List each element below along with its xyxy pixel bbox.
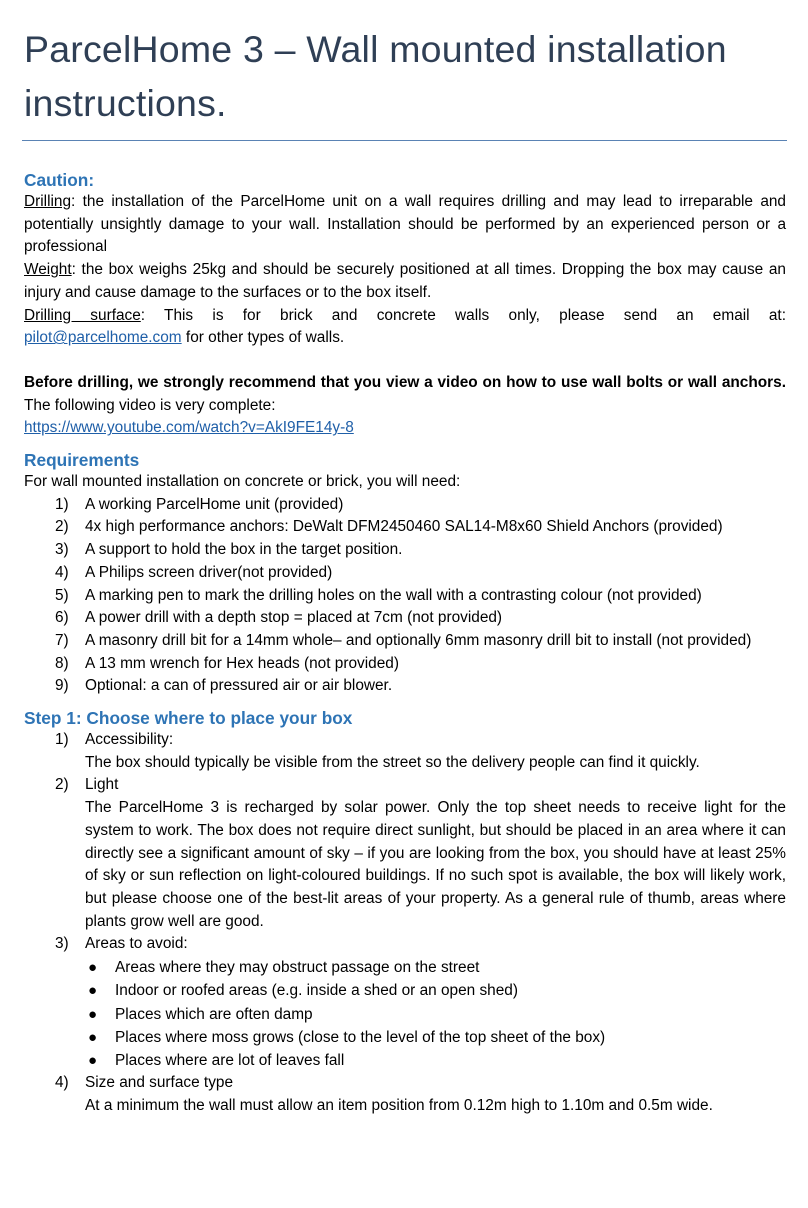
item-number: 5) <box>55 586 69 604</box>
bullet-text: Indoor or roofed areas (e.g. inside a shed or an open shed) <box>115 982 518 1000</box>
item-number: 1) <box>55 731 69 749</box>
bullet-text: Places where moss grows (close to the level of the top sheet of the box) <box>115 1028 606 1046</box>
item-body: At a minimum the wall must allow an item position from 0.12m high to 1.10m and 0.5m wide. <box>85 1096 713 1114</box>
list-item <box>24 774 786 933</box>
email-link[interactable]: pilot@parcelhome.com <box>24 329 182 347</box>
bullet-icon: ● <box>88 982 98 1000</box>
item-title: Size and surface type <box>85 1074 234 1092</box>
step1-heading: Step 1: Choose where to place your box <box>24 708 353 729</box>
list-item <box>24 675 786 698</box>
requirements-heading: Requirements <box>24 450 140 471</box>
caution-heading: Caution: <box>24 170 95 190</box>
video-link[interactable]: https://www.youtube.com/watch?v=AkI9FE14y-8 <box>24 419 354 437</box>
drilling-text: : the installation of the ParcelHome unit on a wall requires drilling and may lead to irreparable and potentially unsightly damage to your wall. Installation should be performed by an experienced person or a professional <box>24 193 786 256</box>
bullet-icon: ● <box>88 1028 98 1046</box>
bullet-item <box>85 1026 786 1049</box>
weight-text: : the box weighs 25kg and should be securely positioned at all times. Dropping the box may cause an injury and cause damage to the surfaces or to the box itself. <box>24 261 786 301</box>
item-text: A 13 mm wrench for Hex heads (not provided) <box>85 654 399 672</box>
bullet-item <box>85 956 786 979</box>
list-item <box>24 653 786 676</box>
requirements-list <box>24 494 786 698</box>
bullet-text: Places where are lot of leaves fall <box>115 1051 345 1069</box>
item-title: Accessibility: <box>85 731 174 749</box>
item-text: A support to hold the box in the target position. <box>85 541 403 559</box>
list-item <box>24 539 786 562</box>
list-item <box>24 630 786 653</box>
caution-surface-paragraph <box>24 305 786 328</box>
bullet-text: Areas where they may obstruct passage on the street <box>115 959 480 977</box>
list-item <box>24 1072 786 1117</box>
caution-drilling-paragraph <box>24 191 786 259</box>
item-body: The box should typically be visible from the street so the delivery people can find it quickly. <box>85 753 700 771</box>
drilling-surface-label: Drilling surface <box>24 306 141 324</box>
item-number: 8) <box>55 654 69 672</box>
item-number: 2) <box>55 776 69 794</box>
drilling-surface-text: : This is for brick and concrete walls only, please send an email at: <box>140 306 786 324</box>
list-item <box>24 516 786 539</box>
bullet-item <box>85 1003 786 1026</box>
item-number: 3) <box>55 541 69 559</box>
item-number: 3) <box>55 935 69 953</box>
email-tail-text: for other types of walls. <box>181 329 345 347</box>
item-text: A marking pen to mark the drilling holes on the wall with a contrasting colour (not provided) <box>85 586 702 604</box>
drilling-label: Drilling <box>24 193 72 210</box>
bullet-icon: ● <box>88 959 98 977</box>
item-title: Areas to avoid: <box>85 935 188 953</box>
document-page <box>24 22 786 1118</box>
bullet-item <box>85 1049 786 1072</box>
list-item <box>24 933 786 1072</box>
item-number: 7) <box>55 631 69 649</box>
requirements-intro: For wall mounted installation on concrete or brick, you will need: <box>24 473 461 491</box>
bullet-icon: ● <box>88 1051 98 1069</box>
document-title: ParcelHome 3 – Wall mounted installation instructions. <box>24 28 727 124</box>
bullet-text: Places which are often damp <box>115 1005 313 1023</box>
item-number: 2) <box>55 518 69 536</box>
item-text: A working ParcelHome unit (provided) <box>85 495 344 513</box>
item-title: Light <box>85 776 119 794</box>
item-body: The ParcelHome 3 is recharged by solar power. Only the top sheet needs to receive light for the system to work. The box does not require direct sunlight, but should be placed in an area where it can directly see a significant amount of sky – if you are looking from the box, you should have at least 25% of sky or sun reflection on light-coloured buildings. If no such spot is available, the box will likely work, but please choose one of the best-lit areas of your property. As a general rule of thumb, areas where plants grow well are good. <box>85 799 786 930</box>
list-item <box>24 585 786 608</box>
item-text: A power drill with a depth stop = placed at 7cm (not provided) <box>85 609 503 627</box>
video-bold-text: Before drilling, we strongly recommend that you view a video on how to use wall bolts or wall anchors. <box>24 373 786 391</box>
item-number: 4) <box>55 1074 69 1092</box>
caution-weight-paragraph <box>24 259 786 304</box>
item-text: A Philips screen driver(not provided) <box>85 563 333 581</box>
list-item <box>24 494 786 517</box>
caution-email-line <box>24 327 786 350</box>
item-number: 9) <box>55 677 69 695</box>
video-paragraph <box>24 372 786 417</box>
item-number: 1) <box>55 495 69 513</box>
bullet-icon: ● <box>88 1005 98 1023</box>
list-item <box>24 607 786 630</box>
video-url-line <box>24 417 786 440</box>
item-text: Optional: a can of pressured air or air blower. <box>85 677 393 695</box>
video-text: The following video is very complete: <box>24 396 276 414</box>
avoid-bullet-list <box>85 956 786 1072</box>
list-item <box>24 562 786 585</box>
item-text: A masonry drill bit for a 14mm whole– and optionally 6mm masonry drill bit to install (not provided) <box>85 631 752 649</box>
item-number: 6) <box>55 609 69 627</box>
item-text: 4x high performance anchors: DeWalt DFM2450460 SAL14-M8x60 Shield Anchors (provided) <box>85 518 723 536</box>
list-item <box>24 729 786 774</box>
step1-list <box>24 729 786 1117</box>
item-number: 4) <box>55 563 69 581</box>
bullet-item <box>85 979 786 1002</box>
weight-label: Weight <box>24 261 72 279</box>
